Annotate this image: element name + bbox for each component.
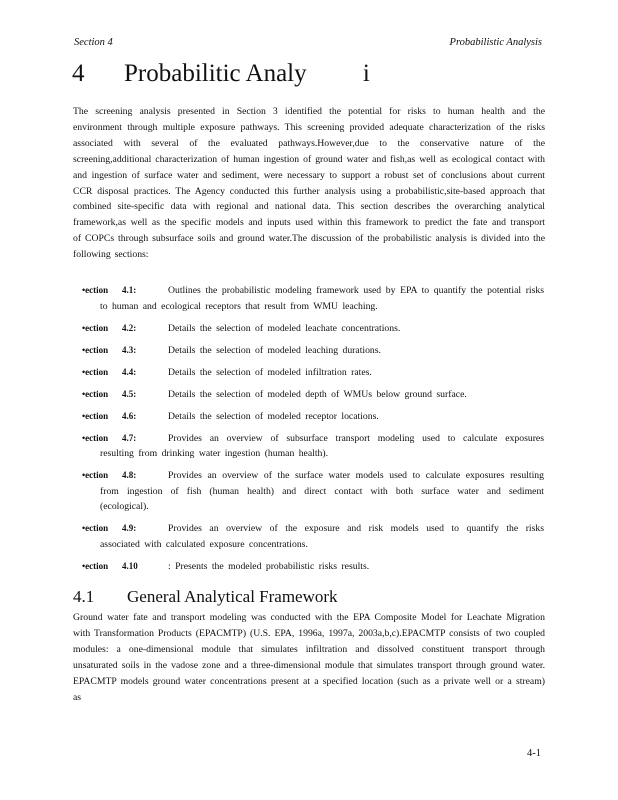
section-list-item: [82, 559, 544, 575]
section-list-item: [82, 468, 544, 515]
section-number: 4.5:: [122, 388, 137, 399]
page-number: 4-1: [527, 748, 541, 759]
section-description: Details the selection of modeled depth of WMUs below ground surface.: [168, 388, 467, 400]
bullet-marker: •ection: [82, 470, 109, 480]
section-list-item: [82, 283, 544, 314]
section-number: 4.1:: [122, 285, 137, 295]
section-description: Provides an overview of the exposure and risk models used to quantify the risks associated with calculated exposure concentrations.: [100, 523, 544, 550]
chapter-heading: [72, 60, 370, 88]
section-number: 4.7:: [122, 432, 137, 443]
section-number: 4.9:: [122, 523, 137, 533]
section-number: 4.3:: [122, 344, 137, 355]
chapter-title: Probabilitic Analy i: [124, 60, 370, 87]
subsection-heading: [73, 587, 338, 607]
section-number: 4.2:: [122, 322, 137, 333]
subsection-number: 4.1: [73, 587, 95, 606]
section-list-item: [82, 321, 544, 337]
bullet-marker: •ection: [82, 560, 109, 571]
bullet-marker: •ection: [82, 322, 109, 333]
sections-list: [82, 283, 544, 581]
section-list-item: [82, 431, 544, 462]
bullet-marker: •ection: [82, 388, 109, 399]
bullet-marker: •ection: [82, 410, 109, 421]
section-list-item: [82, 365, 544, 381]
bullet-marker: •ection: [82, 344, 109, 355]
section-list-item: [82, 521, 544, 552]
section-number: 4.6:: [122, 410, 137, 421]
header-section-label: Section 4: [74, 37, 113, 48]
section-description: Outlines the probabilistic modeling framework used by EPA to quantify the potential risks to human and ecological receptors that result from WMU leaching.: [100, 285, 544, 312]
section-list-item: [82, 343, 544, 359]
bullet-marker: •ection: [82, 432, 109, 443]
framework-paragraph: Ground water fate and transport modeling was conducted with the EPA Composite Model for Leachate Migration with Transformation Products (EPACMTP) (U.S. EPA, 1996a, 1997a, 2003a,b,c).EPACMTP consists of two coupled modules: a one-dimensional module that simulates infiltration and dissolved constituent transport through unsaturated soils in the vadose zone and a three-dimensional module that simulates transport through ground water. EPACMTP models ground water concentrations present at a specified location (such as a private well or a stream) as: [73, 612, 545, 703]
section-list-item: [82, 387, 544, 403]
intro-paragraph: The screening analysis presented in Section 3 identified the potential for risks to human health and the environment through multiple exposure pathways. This screening provided adequate characterization of the risks associated with several of the evaluated pathways.However,due to the conservative nature of the screening,additional characterization of human ingestion of ground water and fish,as well as ecological contact with and ingestion of surface water and sediment, were necessary to support a robust set of conclusions about current CCR disposal practices. The Agency conducted this further analysis using a probabilistic,site-based approach that combined site-specific data with regional and national data. This section describes the overarching analytical framework,as well as the specific models and inputs used within this framework to predict the fate and transport of COPCs through subsurface soils and ground water.The discussion of the probabilistic analysis is divided into the following sections:: [73, 106, 545, 261]
section-description: Details the selection of modeled leaching durations.: [168, 344, 381, 356]
section-description: Details the selection of modeled leachate concentrations.: [168, 322, 401, 334]
bullet-marker: •ection: [82, 366, 109, 377]
bullet-marker: •ection: [82, 285, 109, 295]
section-description: Details the selection of modeled infiltration rates.: [168, 366, 372, 378]
subsection-title: General Analytical Framework: [127, 587, 338, 606]
section-number: 4.4:: [122, 366, 137, 377]
section-description: : Presents the modeled probabilistic risks results.: [168, 560, 370, 572]
chapter-number: 4: [72, 60, 85, 87]
section-number: 4.8:: [122, 470, 137, 480]
section-number: 4.10: [122, 560, 138, 571]
section-description: Provides an overview of the surface water models used to calculate exposures resulting from ingestion of fish (human health) and direct contact with both surface water and sediment (ecological).: [100, 470, 544, 512]
bullet-marker: •ection: [82, 523, 109, 533]
section-description: Provides an overview of subsurface transport modeling used to calculate exposures resulting from drinking water ingestion (human health).: [100, 432, 544, 459]
header-topic-label: Probabilistic Analysis: [449, 37, 542, 48]
section-description: Details the selection of modeled receptor locations.: [168, 410, 379, 422]
section-list-item: [82, 409, 544, 425]
